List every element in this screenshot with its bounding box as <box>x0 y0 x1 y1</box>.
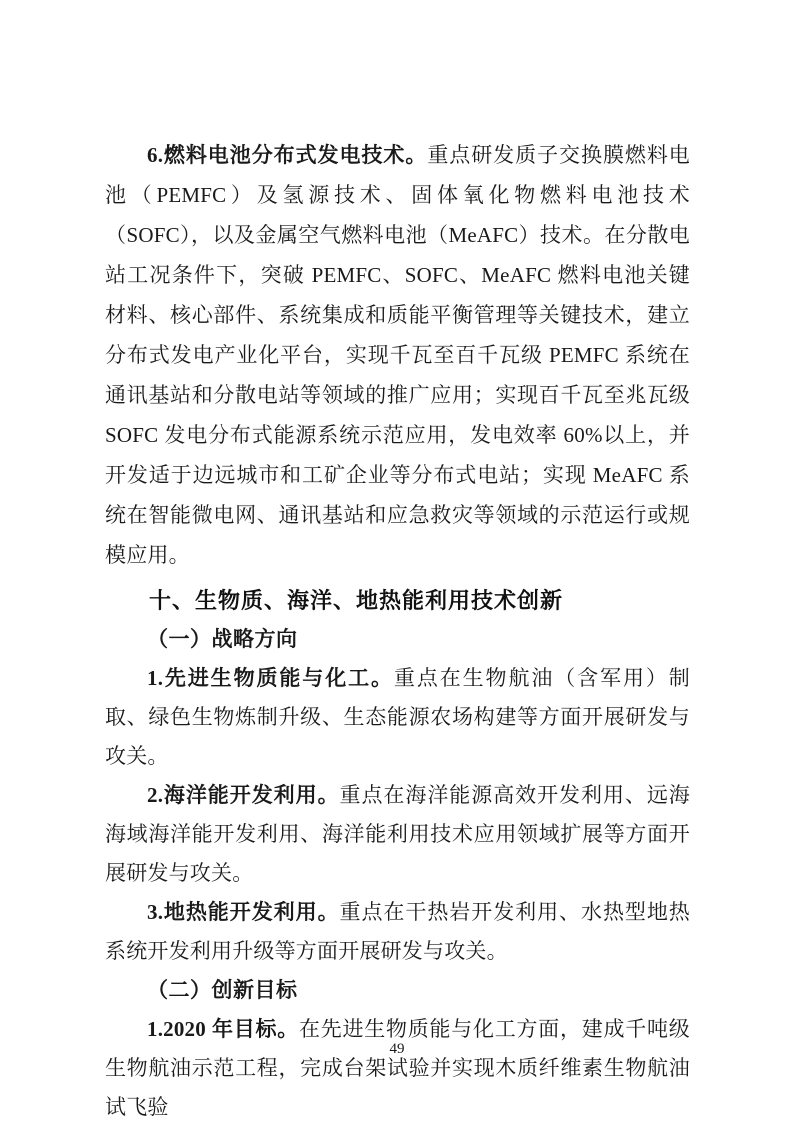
paragraph-fuel-cell-tech <box>105 135 690 575</box>
subheading-innovation-goals: （二）创新目标 <box>147 978 298 1002</box>
paragraph-text: 重点研发质子交换膜燃料电池（PEMFC）及氢源技术、固体氧化物燃料电池技术（SOFC），以及金属空气燃料电池（MeAFC）技术。在分散电站工况条件下，突破 PEMFC、SOFC、MeAFC 燃料电池关键材料、核心部件、系统集成和质能平衡管理等关键技术，建立分布式发电产业化平台，实现千瓦至百千瓦级 PEMFC 系统在通讯基站和分散电站等领域的推广应用；实现百千瓦至兆瓦级 SOFC 发电分布式能源系统示范应用，发电效率 60%以上，并开发适于边远城市和工矿企业等分布式电站；实现 MeAFC 系统在智能微电网、通讯基站和应急救灾等领域的示范运行或规模应用。 <box>105 143 690 567</box>
page-number: 49 <box>389 1041 405 1057</box>
paragraph-lead-bold: 2.海洋能开发利用。 <box>147 783 340 807</box>
paragraph-lead-bold: 1.2020 年目标。 <box>147 1017 299 1041</box>
paragraph-lead-bold: 1.先进生物质能与化工。 <box>147 666 394 690</box>
paragraph-text: 重点在海洋能源高效开发利用、远海海域海洋能开发利用、海洋能利用技术应用领域扩展等方面开展研发与攻关。 <box>105 783 691 885</box>
section-heading-ten: 十、生物质、海洋、地热能利用技术创新 <box>149 588 564 613</box>
paragraph-text: 重点在干热岩开发利用、水热型地热系统开发利用升级等方面开展研发与攻关。 <box>105 900 691 963</box>
paragraph-advanced-biomass <box>105 659 690 776</box>
paragraph-ocean-energy <box>105 776 690 893</box>
paragraph-text: 在先进生物质能与化工方面，建成千吨级生物航油示范工程，完成台架试验并实现木质纤维素生物航油试飞验 <box>105 1017 691 1119</box>
paragraph-text: 重点在生物航油（含军用）制取、绿色生物炼制升级、生态能源农场构建等方面开展研发与攻关。 <box>105 666 690 768</box>
paragraph-2020-goals <box>105 1010 690 1123</box>
document-content <box>105 135 690 1123</box>
paragraph-lead-bold: 3.地热能开发利用。 <box>147 900 340 924</box>
subheading-strategic-direction: （一）战略方向 <box>147 627 298 651</box>
paragraph-geothermal-energy <box>105 893 690 971</box>
paragraph-lead-bold: 6.燃料电池分布式发电技术。 <box>147 143 428 167</box>
